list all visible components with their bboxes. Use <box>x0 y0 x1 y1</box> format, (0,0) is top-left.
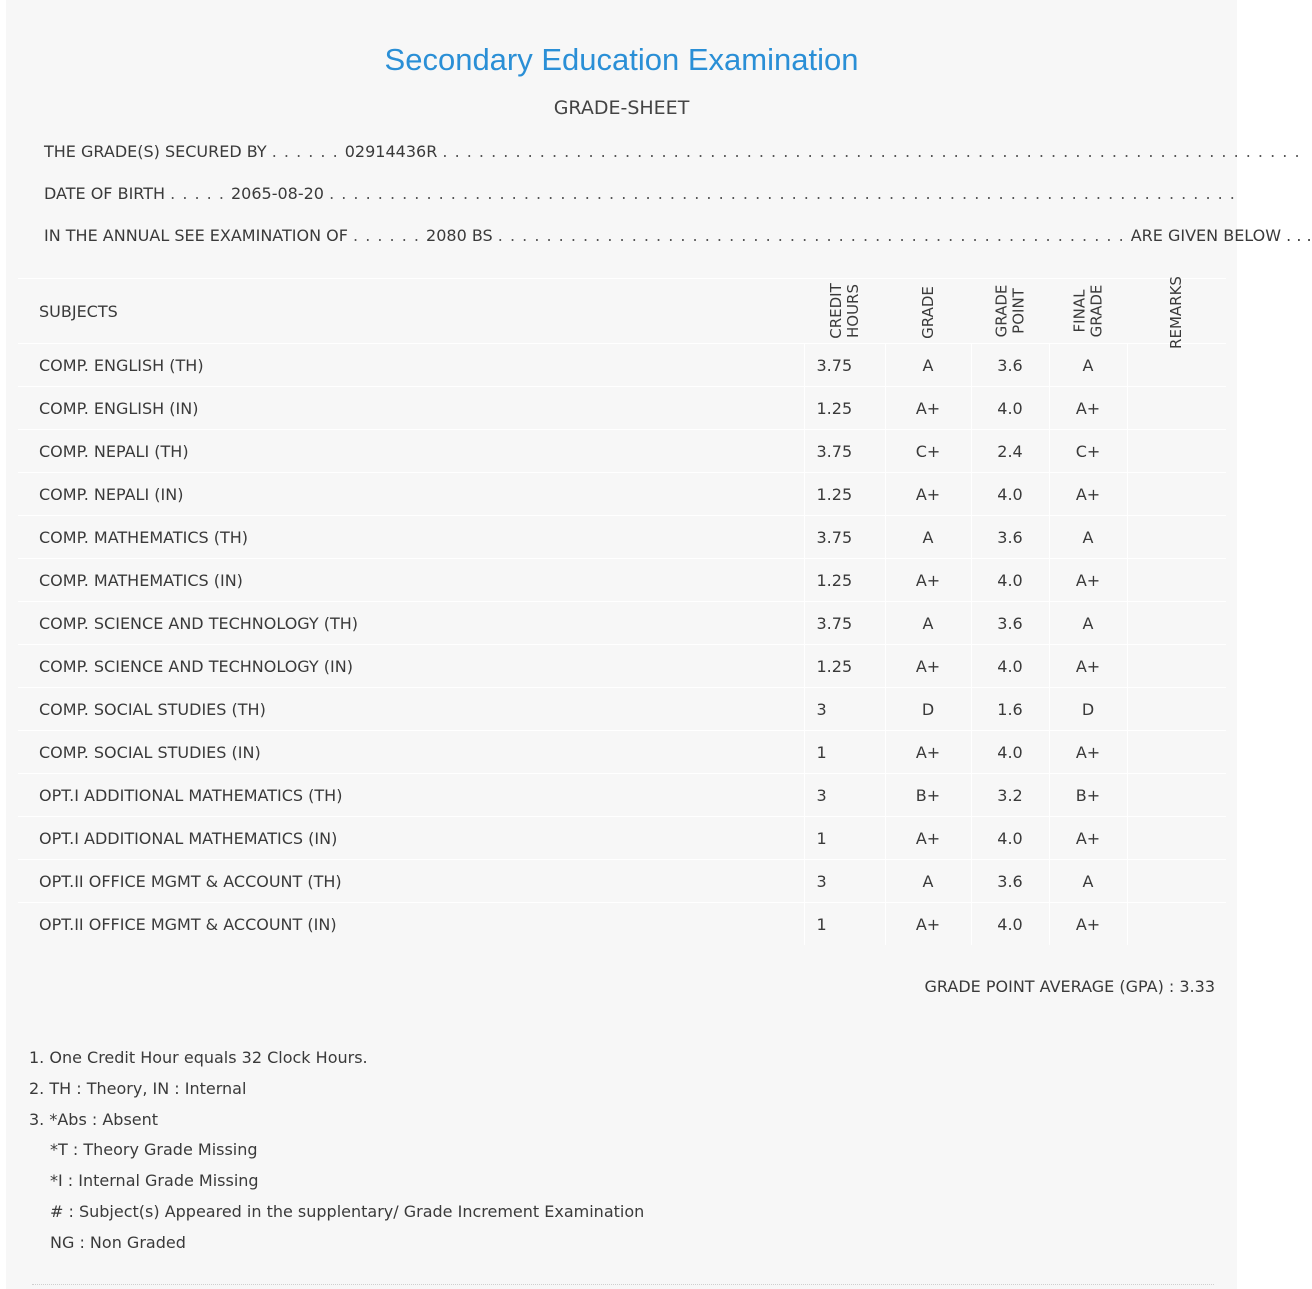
subject-cell: COMP. MATHEMATICS (IN) <box>18 559 804 602</box>
remarks-cell <box>1127 903 1226 946</box>
grade-point-cell: 1.6 <box>971 688 1049 731</box>
grade-point-cell: 4.0 <box>971 817 1049 860</box>
remarks-cell <box>1127 387 1226 430</box>
dob-label: DATE OF BIRTH <box>44 184 166 203</box>
table-row <box>18 774 1226 817</box>
grade-point-cell: 3.2 <box>971 774 1049 817</box>
grade-cell: C+ <box>885 430 971 473</box>
grade-cell: A <box>885 602 971 645</box>
exam-year: 2080 BS <box>426 226 493 245</box>
grades-table <box>18 275 1226 945</box>
credit-hours-cell: 1.25 <box>804 387 885 430</box>
grade-point-cell: 3.6 <box>971 860 1049 903</box>
final-grade-cell: A+ <box>1049 817 1127 860</box>
grade-cell: A <box>885 344 971 387</box>
grade-cell: A <box>885 860 971 903</box>
grade-point-cell: 4.0 <box>971 387 1049 430</box>
table-row <box>18 344 1226 387</box>
remarks-cell <box>1127 645 1226 688</box>
page-subtitle: GRADE-SHEET <box>553 97 690 119</box>
final-grade-cell: A+ <box>1049 903 1127 946</box>
remarks-cell <box>1127 731 1226 774</box>
secured-by-label: THE GRADE(S) SECURED BY <box>44 142 267 161</box>
grade-cell: A+ <box>885 645 971 688</box>
header-credit-line1: CREDIT <box>826 283 845 339</box>
credit-hours-cell: 3 <box>804 860 885 903</box>
header-final-line1: FINAL <box>1069 289 1088 333</box>
grade-point-cell: 4.0 <box>971 645 1049 688</box>
header-final-line2: GRADE <box>1086 284 1105 338</box>
subject-cell: OPT.II OFFICE MGMT & ACCOUNT (TH) <box>18 860 804 903</box>
credit-hours-cell: 1.25 <box>804 473 885 516</box>
header-point-line1: GRADE <box>991 284 1010 338</box>
grade-cell: A+ <box>885 473 971 516</box>
credit-hours-cell: 3 <box>804 774 885 817</box>
credit-hours-cell: 1 <box>804 903 885 946</box>
table-row <box>18 903 1226 946</box>
grade-cell: D <box>885 688 971 731</box>
table-row <box>18 688 1226 731</box>
subject-cell: COMP. NEPALI (TH) <box>18 430 804 473</box>
remarks-cell <box>1127 774 1226 817</box>
header-remarks <box>1127 275 1226 349</box>
subject-cell: COMP. SCIENCE AND TECHNOLOGY (IN) <box>18 645 804 688</box>
final-grade-cell: A <box>1049 860 1127 903</box>
grade-point-cell: 4.0 <box>971 473 1049 516</box>
grade-cell: A+ <box>885 731 971 774</box>
credit-hours-cell: 1.25 <box>804 645 885 688</box>
header-subjects: SUBJECTS <box>18 279 804 344</box>
credit-hours-cell: 3.75 <box>804 344 885 387</box>
dob-line: DATE OF BIRTH . . . . . 2065-08-20 . . . . . . . . . . . . . . . . . . . . . . . . . . . . . . . . . . . . . . . . . . . . . . . . . . . . . . . . . . . . . . . . . . . . . . . . . . . <box>44 184 1236 203</box>
exam-label: IN THE ANNUAL SEE EXAMINATION OF <box>44 226 348 245</box>
gpa-label: GRADE POINT AVERAGE (GPA) : <box>924 977 1175 996</box>
remarks-cell <box>1127 817 1226 860</box>
grade-point-cell: 4.0 <box>971 559 1049 602</box>
credit-hours-cell: 1.25 <box>804 559 885 602</box>
table-header-row <box>18 279 1226 344</box>
final-grade-cell: A+ <box>1049 645 1127 688</box>
subject-cell: COMP. SOCIAL STUDIES (TH) <box>18 688 804 731</box>
table-row <box>18 559 1226 602</box>
grade-cell: A+ <box>885 559 971 602</box>
exam-suffix: ARE GIVEN BELOW . . . <box>1130 226 1312 245</box>
grade-point-cell: 4.0 <box>971 731 1049 774</box>
legend-item: # : Subject(s) Appeared in the supplentary/ Grade Increment Examination <box>50 1201 645 1221</box>
secured-by-line: THE GRADE(S) SECURED BY . . . . . . 02914436R . . . . . . . . . . . . . . . . . . . . . . . . . . . . . . . . . . . . . . . . . . . . . . . . . . . . . . . . . . . . . . . . . . . . . . . <box>44 142 1301 161</box>
final-grade-cell: A+ <box>1049 559 1127 602</box>
grade-cell: B+ <box>885 774 971 817</box>
final-grade-cell: C+ <box>1049 430 1127 473</box>
final-grade-cell: A <box>1049 602 1127 645</box>
grade-point-cell: 3.6 <box>971 602 1049 645</box>
header-grade-point <box>971 279 1049 344</box>
credit-hours-cell: 3.75 <box>804 516 885 559</box>
final-grade-cell: A+ <box>1049 387 1127 430</box>
grade-point-cell: 3.6 <box>971 344 1049 387</box>
subject-cell: COMP. MATHEMATICS (TH) <box>18 516 804 559</box>
final-grade-cell: A+ <box>1049 731 1127 774</box>
subject-cell: COMP. ENGLISH (IN) <box>18 387 804 430</box>
header-remarks-label: REMARKS <box>1166 275 1185 349</box>
note-item: 1. One Credit Hour equals 32 Clock Hours. <box>29 1048 368 1067</box>
grade-sheet <box>6 0 1312 1289</box>
dob-value: 2065-08-20 <box>231 184 324 203</box>
credit-hours-cell: 1 <box>804 817 885 860</box>
table-row <box>18 731 1226 774</box>
remarks-cell <box>1127 860 1226 903</box>
credit-hours-cell: 3.75 <box>804 602 885 645</box>
credit-hours-cell: 3 <box>804 688 885 731</box>
final-grade-cell: A <box>1049 344 1127 387</box>
header-final-grade <box>1049 279 1127 344</box>
header-point-line2: POINT <box>1008 288 1027 334</box>
grade-point-cell: 4.0 <box>971 903 1049 946</box>
subject-cell: OPT.II OFFICE MGMT & ACCOUNT (IN) <box>18 903 804 946</box>
remarks-cell <box>1127 344 1226 387</box>
legend-item: NG : Non Graded <box>50 1232 186 1252</box>
remarks-cell <box>1127 688 1226 731</box>
header-grade <box>885 279 971 344</box>
credit-hours-cell: 3.75 <box>804 430 885 473</box>
exam-line: IN THE ANNUAL SEE EXAMINATION OF . . . . . . 2080 BS . . . . . . . . . . . . . . . . . . . . . . . . . . . . . . . . . . . . . . . . . . . . . . . . . . . . ARE GIVEN BELOW . . . <box>44 226 1312 245</box>
grade-cell: A+ <box>885 387 971 430</box>
page-title: Secondary Education Examination <box>384 42 859 77</box>
final-grade-cell: B+ <box>1049 774 1127 817</box>
header-credit-line2: HOURS <box>843 283 862 339</box>
table-row <box>18 645 1226 688</box>
table-row <box>18 516 1226 559</box>
note-item: 2. TH : Theory, IN : Internal <box>29 1078 247 1098</box>
notes-section <box>29 1043 644 1259</box>
grade-point-cell: 3.6 <box>971 516 1049 559</box>
final-grade-cell: D <box>1049 688 1127 731</box>
grade-point-cell: 2.4 <box>971 430 1049 473</box>
subject-cell: COMP. NEPALI (IN) <box>18 473 804 516</box>
remarks-cell <box>1127 559 1226 602</box>
table-row <box>18 602 1226 645</box>
final-grade-cell: A <box>1049 516 1127 559</box>
table-row <box>18 473 1226 516</box>
final-grade-cell: A+ <box>1049 473 1127 516</box>
table-row <box>18 430 1226 473</box>
grade-cell: A+ <box>885 817 971 860</box>
table-row <box>18 860 1226 903</box>
remarks-cell <box>1127 430 1226 473</box>
remarks-cell <box>1127 516 1226 559</box>
table-row <box>18 387 1226 430</box>
grade-cell: A+ <box>885 903 971 946</box>
grade-cell: A <box>885 516 971 559</box>
remarks-cell <box>1127 473 1226 516</box>
credit-hours-cell: 1 <box>804 731 885 774</box>
symbol-number: 02914436R <box>344 142 438 161</box>
header-grade-label: GRADE <box>918 285 937 339</box>
note-item: 3. *Abs : Absent <box>29 1109 159 1129</box>
subject-cell: OPT.I ADDITIONAL MATHEMATICS (TH) <box>18 774 804 817</box>
legend-item: *I : Internal Grade Missing <box>50 1171 259 1191</box>
legend-item: *T : Theory Grade Missing <box>50 1140 258 1160</box>
gpa-summary <box>925 977 1215 996</box>
header-credit-hours <box>804 279 885 344</box>
subject-cell: COMP. SOCIAL STUDIES (IN) <box>18 731 804 774</box>
table-row <box>18 817 1226 860</box>
subject-cell: COMP. SCIENCE AND TECHNOLOGY (TH) <box>18 602 804 645</box>
gpa-value: 3.33 <box>1179 977 1215 996</box>
remarks-cell <box>1127 602 1226 645</box>
subject-cell: OPT.I ADDITIONAL MATHEMATICS (IN) <box>18 817 804 860</box>
subject-cell: COMP. ENGLISH (TH) <box>18 344 804 387</box>
divider <box>32 1284 1214 1285</box>
